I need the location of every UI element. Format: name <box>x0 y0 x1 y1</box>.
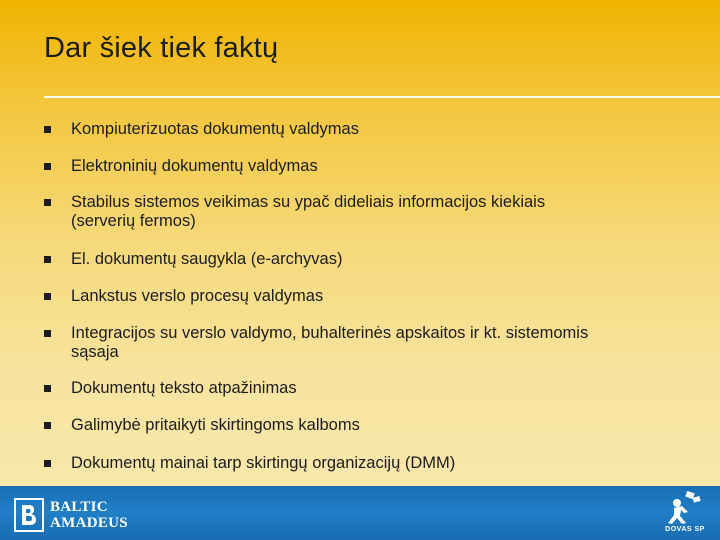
bullet-text-line: Lankstus verslo procesų valdymas <box>71 287 324 305</box>
bullet-marker-icon <box>44 330 51 337</box>
title-area <box>0 0 720 98</box>
bullet-text-line: Elektroninių dokumentų valdymas <box>71 157 318 175</box>
logo-line-2: AMADEUS <box>50 515 128 531</box>
bullet-marker-icon <box>44 199 51 206</box>
bullet-item <box>44 416 711 435</box>
bullet-text-line: sąsaja <box>71 343 119 361</box>
baltic-amadeus-logo-text <box>50 499 128 531</box>
bullet-item <box>44 250 711 269</box>
dovas-figure-logo-icon <box>660 490 710 526</box>
bullet-marker-icon <box>44 293 51 300</box>
title-divider <box>44 96 720 98</box>
slide-title: Dar šiek tiek faktų <box>44 32 279 64</box>
bullet-text-line: Galimybė pritaikyti skirtingoms kalboms <box>71 416 360 434</box>
bullet-item <box>44 157 711 176</box>
bullet-marker-icon <box>44 460 51 467</box>
logo-line-1: BALTIC <box>50 499 108 515</box>
bullet-marker-icon <box>44 163 51 170</box>
bullet-marker-icon <box>44 126 51 133</box>
bullet-marker-icon <box>44 256 51 263</box>
bullet-item <box>44 379 711 398</box>
baltic-amadeus-logo <box>14 498 128 532</box>
dovas-logo-text: DOVAS SP <box>665 526 705 533</box>
bullet-item <box>44 193 711 231</box>
bullet-text-line: (serverių fermos) <box>71 212 196 230</box>
bullet-text-line: Integracijos su verslo valdymo, buhalterinės apskaitos ir kt. sistemomis <box>71 324 589 342</box>
bullet-text-line: Stabilus sistemos veikimas su ypač dideliais informacijos kiekiais <box>71 193 546 211</box>
bullet-text-line: Kompiuterizuotas dokumentų valdymas <box>71 120 359 138</box>
bullet-item <box>44 454 711 473</box>
bullet-text-line: Dokumentų mainai tarp skirtingų organizacijų (DMM) <box>71 454 456 472</box>
bullet-text-line: Dokumentų teksto atpažinimas <box>71 379 297 397</box>
bullet-marker-icon <box>44 385 51 392</box>
bullet-marker-icon <box>44 422 51 429</box>
bullet-item <box>44 120 711 139</box>
baltic-amadeus-logo-icon <box>14 498 44 532</box>
bullet-item <box>44 287 711 306</box>
bullet-text-line: El. dokumentų saugykla (e-archyvas) <box>71 250 343 268</box>
bullet-item <box>44 324 711 362</box>
dovas-logo <box>660 490 710 536</box>
